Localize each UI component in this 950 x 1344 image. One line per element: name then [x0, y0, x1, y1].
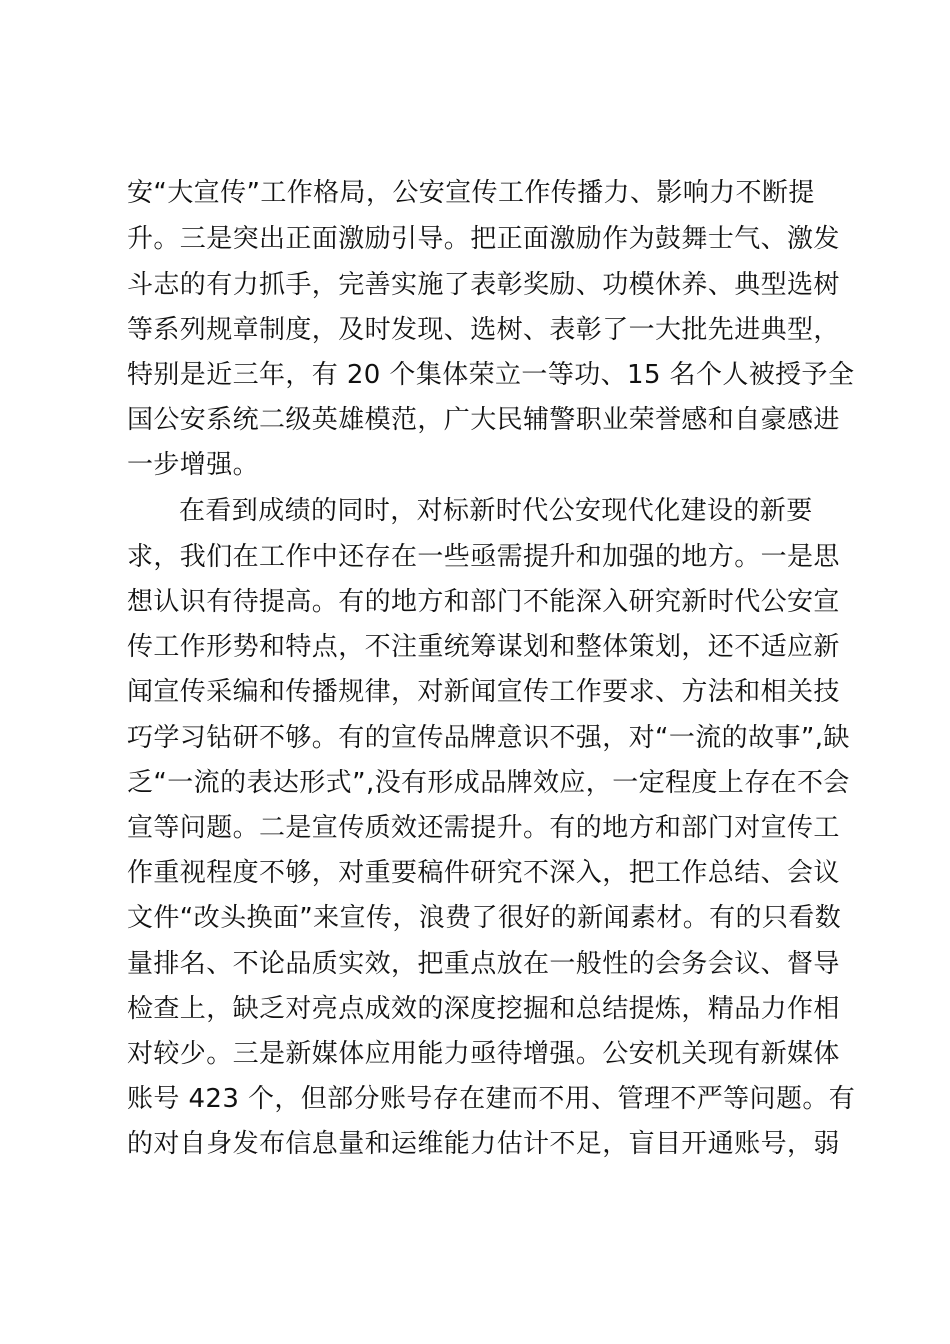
text-line: 等系列规章制度，及时发现、选树、表彰了一大批先进典型，	[127, 315, 840, 345]
text-line: 巧学习钻研不够。有的宣传品牌意识不强，对“一流的故事”,缺	[127, 723, 850, 753]
text-line: 对较少。三是新媒体应用能力亟待增强。公安机关现有新媒体	[127, 1039, 840, 1069]
text-line: 作重视程度不够，对重要稿件研究不深入，把工作总结、会议	[127, 858, 840, 888]
text-line: 宣等问题。二是宣传质效还需提升。有的地方和部门对宣传工	[127, 813, 840, 843]
text-line: 账号 423 个，但部分账号存在建而不用、管理不严等问题。有	[127, 1084, 856, 1114]
text-line: 特别是近三年，有 20 个集体荣立一等功、15 名个人被授予全	[127, 360, 855, 390]
text-line: 斗志的有力抓手，完善实施了表彰奖励、功模休养、典型选树	[127, 270, 840, 300]
text-line: 检查上，缺乏对亮点成效的深度挖掘和总结提炼，精品力作相	[127, 994, 840, 1024]
text-line: 闻宣传采编和传播规律，对新闻宣传工作要求、方法和相关技	[127, 677, 840, 707]
text-line: 量排名、不论品质实效，把重点放在一般性的会务会议、督导	[127, 949, 840, 979]
text-line: 升。三是突出正面激励引导。把正面激励作为鼓舞士气、激发	[127, 224, 840, 254]
text-line: 安“大宣传”工作格局，公安宣传工作传播力、影响力不断提	[127, 178, 815, 208]
text-line: 一步增强。	[127, 450, 260, 480]
text-line: 传工作形势和特点，不注重统筹谋划和整体策划，还不适应新	[127, 632, 840, 662]
text-line: 想认识有待提高。有的地方和部门不能深入研究新时代公安宣	[127, 587, 840, 617]
text-line: 的对自身发布信息量和运维能力估计不足，盲目开通账号，弱	[127, 1129, 840, 1159]
text-line: 文件“改头换面”来宣传，浪费了很好的新闻素材。有的只看数	[127, 903, 842, 933]
text-line: 求，我们在工作中还存在一些亟需提升和加强的地方。一是思	[127, 542, 840, 572]
text-line: 在看到成绩的同时，对标新时代公安现代化建设的新要	[179, 496, 813, 526]
text-line: 乏“一流的表达形式”,没有形成品牌效应，一定程度上存在不会	[127, 768, 850, 798]
text-line: 国公安系统二级英雄模范，广大民辅警职业荣誉感和自豪感进	[127, 405, 840, 435]
